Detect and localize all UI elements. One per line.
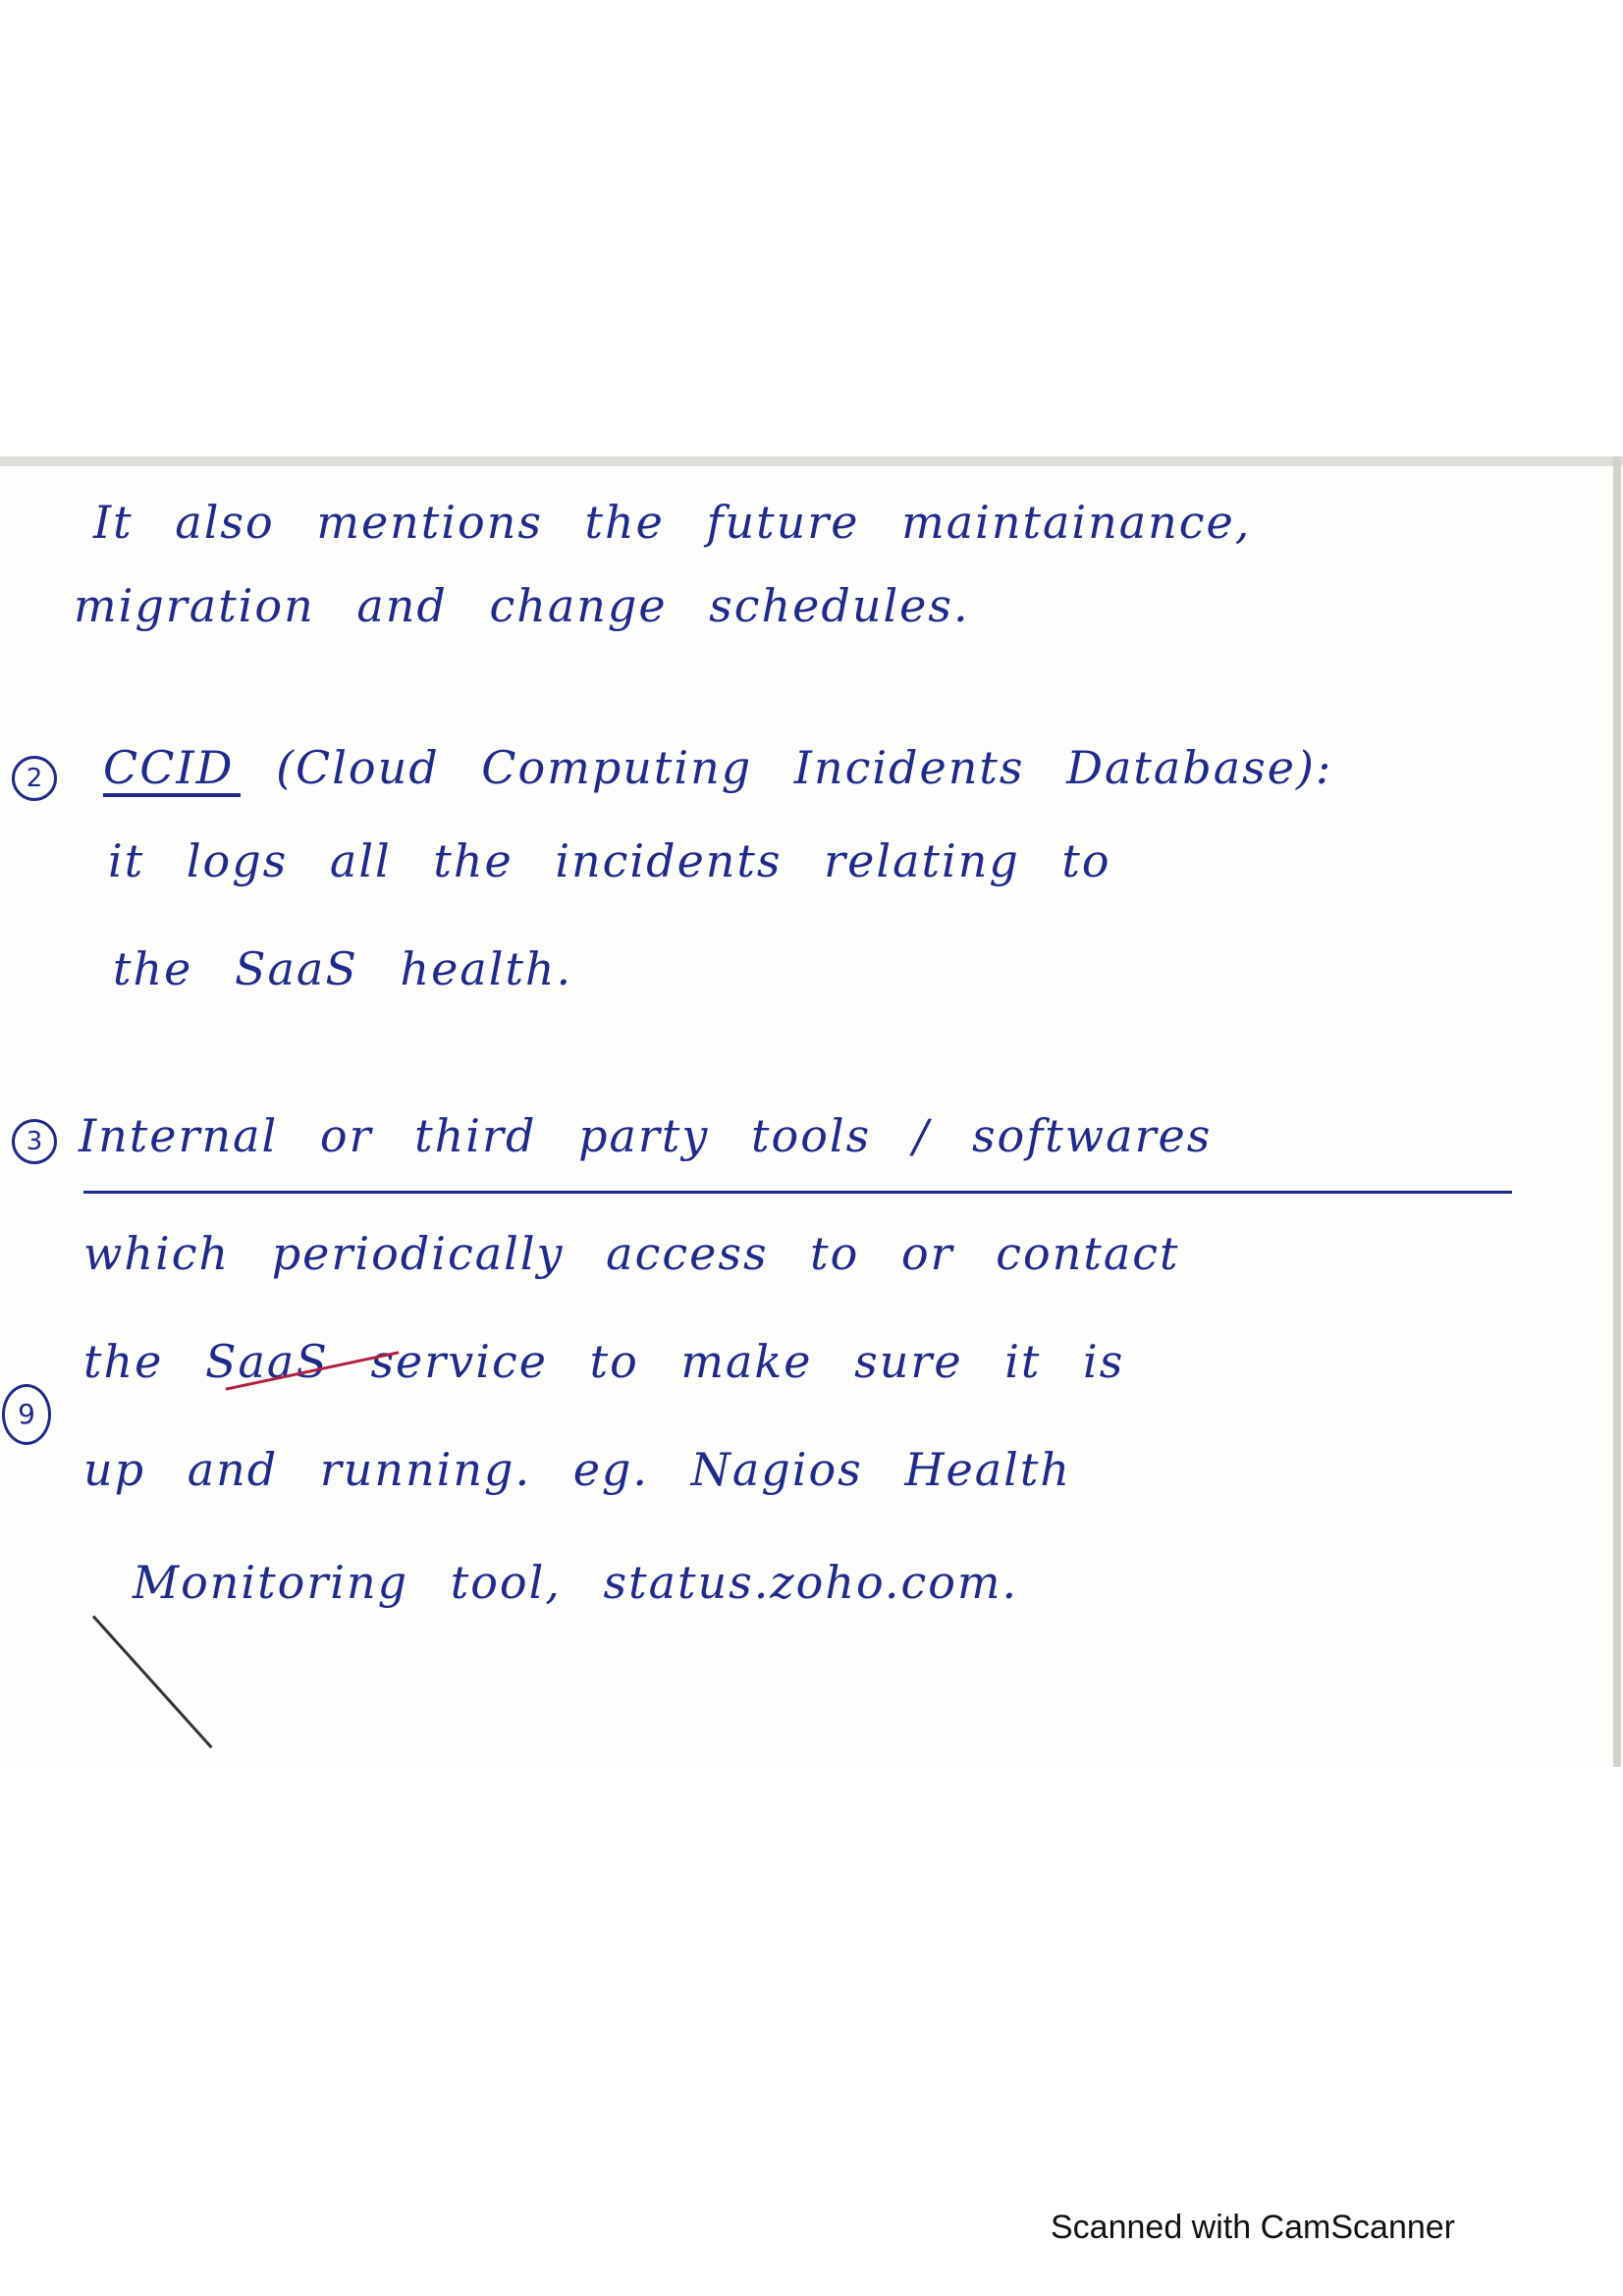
scanner-watermark: Scanned with CamScanner	[1051, 2209, 1456, 2246]
text-line-10: Monitoring tool, status.zoho.com.	[133, 1556, 1019, 1609]
heading-underline	[83, 1191, 1512, 1194]
ccid-underline	[103, 793, 241, 797]
text-line-8: the SaaS service to make sure it is	[83, 1335, 1125, 1388]
text-line-3: CCID (Cloud Computing Incidents Database):	[103, 741, 1333, 794]
text-line-9: up and running. eg. Nagios Health	[83, 1443, 1071, 1496]
item-number-2: 2	[12, 756, 57, 801]
text-line-4: it logs all the incidents relating to	[108, 834, 1111, 887]
text-line-7: which periodically access to or contact	[83, 1227, 1180, 1280]
text-line-1: It also mentions the future maintainance,	[93, 496, 1252, 549]
text-line-2: migration and change schedules.	[74, 579, 970, 632]
item-number-3: 3	[12, 1119, 57, 1164]
text-line-5: the SaaS health.	[113, 942, 573, 995]
text-line-6: Internal or third party tools / softwares	[79, 1109, 1213, 1162]
page-edge	[1613, 456, 1621, 1767]
margin-mark: 9	[2, 1384, 51, 1445]
